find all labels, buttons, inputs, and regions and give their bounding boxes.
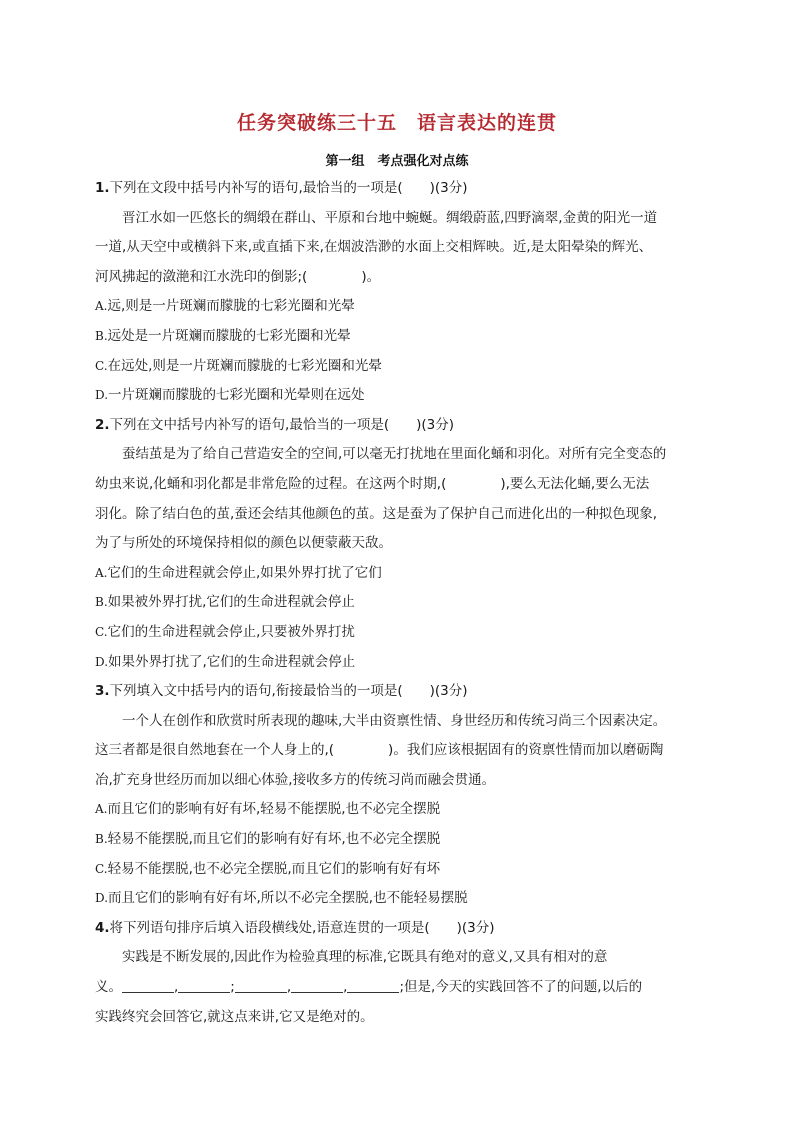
option-letter: B.	[95, 328, 108, 343]
option-letter: D.	[95, 891, 109, 906]
option-text: 如果被外界打扰,它们的生命进程就会停止	[107, 594, 355, 611]
option-text: 轻易不能摆脱,而且它们的影响有好有坏,也不必完全摆脱	[107, 831, 441, 848]
option-text: 它们的生命进程就会停止,如果外界打扰了它们	[107, 564, 382, 581]
question-stem-text: 下列在文中括号内补写的语句,最恰当的一项是( )(3分)	[109, 416, 454, 433]
question-number: 4.	[95, 919, 110, 936]
question-1-option-d	[95, 381, 700, 411]
option-text: 而且它们的影响有好有坏,所以不必完全摆脱,也不能轻易摆脱	[108, 890, 468, 907]
option-text: 如果外界打扰了,它们的生命进程就会停止	[108, 653, 356, 670]
option-text: 它们的生命进程就会停止,只要被外界打扰	[107, 623, 355, 640]
option-letter: B.	[95, 595, 108, 610]
question-stem-text: 下列在文段中括号内补写的语句,最恰当的一项是( )(3分)	[109, 180, 468, 196]
option-letter: C.	[95, 624, 108, 639]
option-letter: A.	[95, 299, 108, 314]
question-3-passage-line: 冶,扩充身世经历而加以细心体验,接收多方的传统习尚而融会贯通。	[95, 771, 496, 788]
question-2-passage-line: 羽化。除了结白色的茧,蚕还会结其他颜色的茧。这是蚕为了保护自己而进化出的一种拟色现象,	[95, 505, 658, 522]
question-2-stem	[95, 411, 700, 441]
passage-text: 义。	[95, 979, 122, 996]
question-4-stem	[95, 914, 700, 944]
question-1-stem	[95, 174, 700, 204]
question-stem-text: 将下列语句排序后填入语段横线处,语意连贯的一项是( )(3分)	[109, 919, 495, 936]
option-letter: A.	[95, 802, 108, 817]
option-letter: C.	[95, 358, 108, 373]
questions-content	[95, 174, 700, 1032]
question-3-option-d	[95, 884, 700, 914]
question-2-passage-line: 蚕结茧是为了给自己营造安全的空间,可以毫无打扰地在里面化蛹和羽化。对所有完全变态的	[122, 446, 667, 463]
question-2-passage-line: 为了与所处的环境保持相似的颜色以便蒙蔽天敌。	[95, 535, 392, 552]
question-2-option-c	[95, 618, 700, 648]
question-stem-text: 下列填入文中括号内的语句,衔接最恰当的一项是( )(3分)	[109, 683, 468, 700]
question-3-option-c	[95, 855, 700, 885]
option-text: 远,则是一片斑斓而朦胧的七彩光圈和光晕	[107, 298, 355, 315]
question-number: 2.	[95, 416, 110, 433]
option-text: 而且它们的影响有好有坏,轻易不能摆脱,也不必完全摆脱	[107, 801, 441, 818]
blank-separator: ,	[343, 979, 348, 996]
question-3-option-a	[95, 795, 700, 825]
passage-text: ;但是,今天的实践回答不了的问题,以后的	[399, 979, 643, 996]
question-2-option-d	[95, 648, 700, 678]
section-subtitle: 第一组 考点强化对点练	[325, 154, 469, 169]
fill-blank	[235, 978, 287, 993]
blank-separator: ,	[174, 979, 179, 996]
question-1-passage-line: 一道,从天空中或横斜下来,或直插下来,在烟波浩渺的水面上交相辉映。近,是太阳晕染的辉光、	[95, 239, 653, 256]
question-2-option-b	[95, 588, 700, 618]
question-3-passage-line: 一个人在创作和欣赏时所表现的趣味,大半由资禀性情、身世经历和传统习尚三个因素决定。	[122, 712, 667, 729]
question-2-passage-line: 幼虫来说,化蛹和羽化都是非常危险的过程。在这两个时期,( ),要么无法化蛹,要么无法	[95, 475, 650, 492]
option-text: 一片斑斓而朦胧的七彩光圈和光晕则在远处	[108, 387, 365, 404]
question-1-option-b	[95, 322, 700, 352]
question-1-passage-line: 河风拂起的潋滟和江水洗印的倒影;( )。	[95, 268, 381, 285]
option-letter: D.	[95, 654, 109, 669]
question-4-passage-line: 实践是不断发展的,因此作为检验真理的标准,它既具有绝对的意义,又具有相对的意	[122, 949, 608, 966]
fill-blank	[347, 978, 399, 993]
question-1-option-a	[95, 292, 700, 322]
question-4-passage-line: 实践终究会回答它,就这点来讲,它又是绝对的。	[95, 1008, 374, 1025]
option-text: 轻易不能摆脱,也不必完全摆脱,而且它们的影响有好有坏	[107, 860, 441, 877]
option-text: 远处是一片斑斓而朦胧的七彩光圈和光晕	[107, 327, 351, 344]
question-3-option-b	[95, 825, 700, 855]
option-letter: A.	[95, 565, 108, 580]
question-3-passage-line: 这三者都是很自然地套在一个人身上的,( )。我们应该根据固有的资禀性情而加以磨砺陶	[95, 742, 664, 759]
fill-blank	[178, 978, 230, 993]
page-title: 任务突破练三十五 语言表达的连贯	[236, 112, 557, 134]
option-letter: D.	[95, 388, 109, 403]
option-letter: B.	[95, 832, 108, 847]
blank-separator: ;	[230, 979, 235, 996]
question-1-passage-line: 晋江水如一匹悠长的绸缎在群山、平原和台地中蜿蜒。绸缎蔚蓝,四野滴翠,金黄的阳光一道	[122, 209, 658, 226]
question-number: 1.	[95, 180, 110, 196]
option-text: 在远处,则是一片斑斓而朦胧的七彩光圈和光晕	[107, 357, 382, 374]
question-3-stem	[95, 677, 700, 707]
question-1-option-c	[95, 352, 700, 382]
question-number: 3.	[95, 683, 110, 700]
fill-blank	[291, 978, 343, 993]
question-4-passage-line-blanks	[95, 973, 700, 1003]
option-letter: C.	[95, 861, 108, 876]
blank-separator: ,	[286, 979, 292, 996]
question-2-option-a	[95, 559, 700, 589]
fill-blank	[122, 978, 174, 993]
